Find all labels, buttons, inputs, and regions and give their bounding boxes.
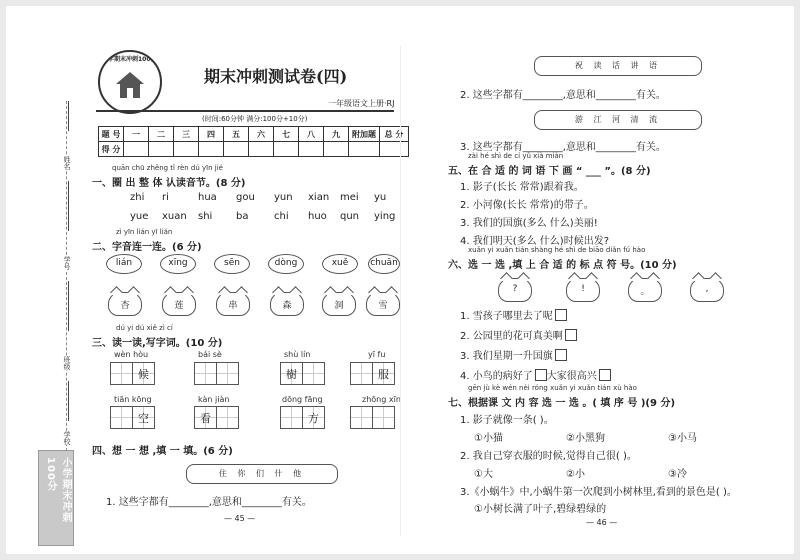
q5-item[interactable]: 2. 小河像(长长 常常)的带子。: [460, 200, 594, 211]
q5-item[interactable]: 1. 影子(长长 常常)跟着我。: [460, 182, 584, 193]
class-label: 班级: [63, 356, 71, 370]
pinyin-oval[interactable]: lián: [106, 254, 142, 274]
q3-title: 三、读一读,写字词。(10 分): [92, 338, 223, 349]
char-grid[interactable]: 候: [132, 362, 155, 385]
pinyin-oval[interactable]: chuān: [368, 254, 400, 274]
q7-title: 七、根据课 文 内 容 选 一 选 。( 填 序 号 )(9 分): [448, 398, 676, 409]
char-grid[interactable]: [302, 362, 325, 385]
q1-title: 一、圈 出 整 体 认读音节。(8 分): [92, 178, 246, 189]
option[interactable]: ①小猫: [474, 433, 503, 444]
page-number-right: — 46 —: [586, 518, 618, 527]
binding-sidebar: [6, 6, 74, 554]
char-grid[interactable]: 看: [194, 406, 217, 429]
cut-line: [66, 101, 67, 451]
pinyin-oval[interactable]: xīng: [160, 254, 196, 274]
series-logo: 小学期末冲刺100分: [98, 50, 162, 114]
char-cat[interactable]: 洞: [322, 292, 356, 316]
house-icon: [114, 70, 146, 100]
char-cat[interactable]: 串: [216, 292, 250, 316]
char-grid[interactable]: [216, 406, 239, 429]
series-badge: 小学期末冲刺100分: [38, 450, 74, 546]
char-grid[interactable]: [216, 362, 239, 385]
char-cat[interactable]: 莲: [162, 292, 196, 316]
option[interactable]: ③冷: [668, 469, 687, 480]
option[interactable]: ②小黑狗: [566, 433, 605, 444]
pinyin-oval[interactable]: dòng: [268, 254, 304, 274]
punctuation-cat: ,: [690, 278, 724, 302]
char-cat[interactable]: 森: [270, 292, 304, 316]
pinyin-oval[interactable]: sēn: [214, 254, 250, 274]
q6-item: 2. 公园里的花可真美啊: [460, 327, 577, 342]
q7-question: 1. 影子就像一条( )。: [460, 415, 554, 426]
char-grid[interactable]: [350, 406, 373, 429]
char-grid[interactable]: 空: [132, 406, 155, 429]
char-grid[interactable]: [350, 362, 373, 385]
char-grid[interactable]: [110, 362, 133, 385]
q5-title: 五、在 合 适 的 词 语 下 画 “ ___ ”。(8 分): [448, 166, 651, 177]
q2-title: 二、字音连一连。(6 分): [92, 242, 202, 253]
q7-question: 3.《小蜗牛》中,小蜗牛第一次爬到小树林里,看到的景色是( )。: [460, 487, 737, 498]
char-grid[interactable]: 樹: [280, 362, 303, 385]
char-ribbon: 祝 读 话 讲 语: [534, 56, 702, 76]
char-grid[interactable]: [280, 406, 303, 429]
id-label: 学号: [63, 256, 71, 270]
q6-item: 3. 我们星期一升国旗: [460, 347, 567, 362]
char-grid[interactable]: [194, 362, 217, 385]
char-cat[interactable]: 杏: [108, 292, 142, 316]
q4-line1: 1. 这些字都有________,意思和________有关。: [106, 497, 312, 508]
q6-item: 4. 小鸟的病好了 大家很高兴: [460, 367, 611, 382]
title-rule: [96, 110, 394, 112]
q6-title: 六、选 一 选 ,填 上 合 适 的 标 点 符 号。(10 分): [448, 260, 677, 271]
char-ribbon: 游 江 河 清 流: [534, 110, 702, 130]
punctuation-cat: ?: [498, 278, 532, 302]
char-grid[interactable]: [372, 406, 395, 429]
grade-info: 一年级语文上册·RJ: [328, 99, 395, 108]
page-title: 期末冲刺测试卷(四): [204, 67, 348, 86]
char-cat[interactable]: 雪: [366, 292, 400, 316]
answer-box[interactable]: [555, 309, 567, 321]
q4-title: 四、想 一 想 ,填 一 填。(6 分): [92, 446, 233, 457]
option[interactable]: ①小树长满了叶子,碧绿碧绿的: [474, 504, 607, 515]
char-grid[interactable]: 方: [302, 406, 325, 429]
answer-box[interactable]: [555, 349, 567, 361]
q5-item[interactable]: 3. 我们的国旗(多么 什么)美丽!: [460, 218, 598, 229]
pinyin-oval[interactable]: xuě: [322, 254, 358, 274]
option[interactable]: ②小: [566, 469, 585, 480]
name-label: 姓名: [63, 156, 71, 170]
answer-box[interactable]: [599, 369, 611, 381]
char-grid[interactable]: [110, 406, 133, 429]
q5-item[interactable]: 4. 我们明天(多么 什么)时候出发?: [460, 236, 610, 247]
q7-question: 2. 我自己穿衣服的时候,觉得自己很( )。: [460, 451, 637, 462]
punctuation-cat: 。: [628, 278, 662, 302]
option[interactable]: ①大: [474, 469, 493, 480]
q6-item: 1. 雪孩子哪里去了呢: [460, 307, 567, 322]
answer-box[interactable]: [535, 369, 547, 381]
q4-line2: 2. 这些字都有________,意思和________有关。: [460, 90, 666, 101]
school-label: 学校: [63, 431, 71, 445]
option[interactable]: ③小马: [668, 433, 697, 444]
time-info: (时间:60分钟 满分:100分+10分): [202, 115, 308, 123]
punctuation-cat: !: [566, 278, 600, 302]
char-grid[interactable]: 服: [372, 362, 395, 385]
answer-box[interactable]: [565, 329, 577, 341]
q4-line3: 3. 这些字都有________,意思和________有关。: [460, 142, 666, 153]
exam-sheet: 姓名 学号 班级 学校 小学期末冲刺100分 小学期末冲刺100分 期末冲刺测试卷(四) 一年级语文上册·RJ (时间:60分钟 满分:100分+10分) 题 号 一 二 三 四 五 六 七 八 九 附加题 总 分 得 分 quān chū zhěng tǐ rèn dú yīn jié 一、圈 出 整 体 认读音节。(8 分) zhi ri hua gou yun xian mei yu yue xuan shi ba chi huo qun ying zì yīn lián yī lián 二、字音连一连。(6 分) lián xīng sēn dòng xuě chuān 杏 莲 串 森 洞 雪 dú yi dú xiě zì cí 三、读一读,写字词。(10 分) wèn hòu 候 bái sè shù lín 樹 yī fu 服 tiān kōng 空 kàn jiàn 看 dōng fāng 方 zhōng xīn 四、想 一 想 ,填 一 填。(6 分) 住 你 们 什 他 1. 这些字都有________,意思和________有关。 — 45 — 祝 读 话 讲 语 2. 这些字都有________,意思和________有关。 游 江 河 清 流 3. 这些字都有________,意思和________有关。 zài hé shì de cí yǔ xià miàn 五、在 合 适 的 词 语 下 画 “ ___ ”。(8 分) 1. 影子(长长 常常)跟着我。 2. 小河像(长长 常常)的带子。 3. 我们的国旗(多么 什么)美丽! 4. 我们明天(多么 什么)时候出发? xuǎn yi xuǎn tián shàng hé shì de biāo diǎn fú hào 六、选 一 选 ,填 上 合 适 的 标 点 符 号。(10 分) ? ! 。 , 1. 雪孩子哪里去了呢 2. 公园里的花可真美啊 3. 我们星期一升国旗 4. 小鸟的病好了 大家很高兴 gēn jù kè wén nèi róng xuǎn yi xuǎn tián xù hào 七、根据课 文 内 容 选 一 选 。( 填 序 号 )(9 分) 1. 影子就像一条( )。 ①小猫 ②小黑狗 ③小马 2. 我自己穿衣服的时候,觉得自己很( )。 ①大 ②小 ③冷 3.《小蜗牛》中,小蜗牛第一次爬到小树林里,看到的景色是( )。 ①小树长满了叶子,碧绿碧绿的 — 46 —: [6, 6, 794, 554]
score-table: 题 号 一 二 三 四 五 六 七 八 九 附加题 总 分 得 分: [98, 126, 409, 157]
char-ribbon: 住 你 们 什 他: [186, 464, 338, 484]
page-number-left: — 45 —: [224, 514, 256, 523]
